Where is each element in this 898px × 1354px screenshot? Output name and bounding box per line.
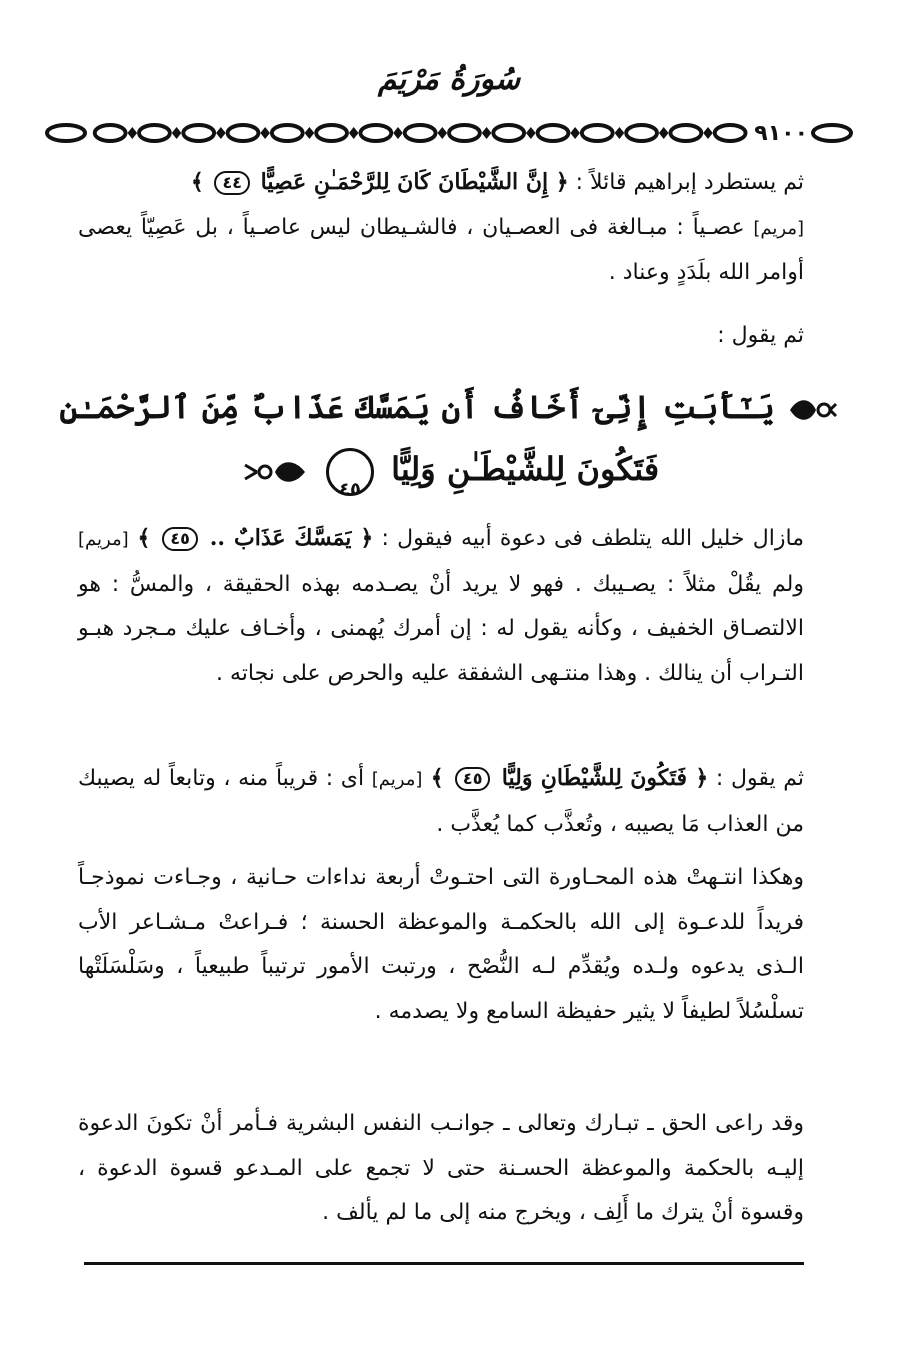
p3-body: ولم يقُلْ مثلاً : يصـيبك . فهو لا يريد أنْ يصـدمه بهذه الحقيقة ، والمسُّ : هو الالتصـاق الخفيف ، وكأنه يقول له : إن أمرك يُهمنى ، وأخـاف عليك مـجرد هبـو التـراب أن ينالك . وهذا منتـهى الشفقة عليه والحرص على نجاته . — [78, 571, 804, 686]
chain-diamond — [393, 127, 403, 139]
p6-body: وقد راعى الحق ـ تبـارك وتعالى ـ جوانـب النفس البشرية فـأمر أنْ تكونَ الدعوة إليـه بالحكمة والموعظة الحسـنة حتى لا تجمع على المـدعو قسوة الدعوة ، وقسوة أنْ يترك ما أَلِف ، ويخرج منه إلى ما لم يألف . — [78, 1111, 804, 1225]
end-oval-ornament-right — [810, 122, 854, 144]
chain-oval — [316, 125, 347, 141]
verse-line-2 — [60, 438, 838, 500]
chain-ornament — [88, 118, 752, 148]
p4-intro: ثم يقول : — [708, 766, 804, 791]
chain-oval — [139, 125, 170, 141]
p4-quran-quote: ﴿ فَتَكُونَ لِلشَّيْطَانِ وَلِيًّا — [493, 765, 709, 791]
chain-oval — [493, 125, 524, 141]
p1-quote-close: ﴾ — [190, 169, 212, 195]
paragraph-4 — [78, 756, 804, 847]
chain-oval — [360, 125, 391, 141]
chain-oval — [95, 125, 126, 141]
verse-ayah-number: ٤٥ — [338, 478, 361, 500]
p1-ayah-number: ٤٤ — [214, 171, 250, 195]
chain-diamond — [127, 127, 137, 139]
p1-intro: ثم يستطرد إبراهيم قائلاً : — [568, 170, 804, 195]
p4-quote-close: ﴾ — [422, 765, 452, 791]
chain-diamond — [482, 127, 492, 139]
p1-quran-quote: ﴿ إِنَّ الشَّيْطَانَ كَانَ لِلرَّحْمَـٰنِ عَصِيًّا — [253, 169, 569, 195]
chain-diamond — [216, 127, 226, 139]
chain-oval — [582, 125, 613, 141]
chain-diamond — [615, 127, 625, 139]
p4-ayah-number: ٤٥ — [455, 767, 491, 791]
chain-diamond — [172, 127, 182, 139]
paragraph-3 — [78, 516, 804, 696]
chain-oval — [449, 125, 480, 141]
verse-line-2-text: فَتَكُونَ لِلشَّيْطَـٰنِ وَلِيًّا — [391, 450, 660, 488]
chain-oval — [538, 125, 569, 141]
header-ornament-rule — [44, 118, 854, 148]
p2-body: ثم يقول : — [717, 323, 804, 348]
chain-diamond — [437, 127, 447, 139]
chain-oval — [405, 125, 436, 141]
verse-line-1 — [60, 376, 838, 438]
chain-diamond — [570, 127, 580, 139]
p4-body: أى : قريباً منه ، وتابعاً له يصيبك من العذاب مَا يصيبه ، وتُعذَّب كما يُعذَّب . — [78, 766, 804, 837]
p5-body: وهكذا انتـهتْ هذه المحـاورة التى احتـوتْ أربعة نداءات حـانية ، وجـاءت نموذجـاً فريداً للدعـوة إلى الله بالحكمـة والموعظة الحسنة ؛ فـراعتْ مـشـاعر الأب الـذى يدعوه ولـده ويُقدِّم لـه النُّصْح ، ورتبت الأمور ترتيباً طبيعياً ، وسَلْسَلَتْها تسلْسُلاً لطيفاً لا يثير حفيظة السامع ولا يصدمه . — [78, 865, 804, 1024]
footer-rule — [84, 1262, 804, 1265]
chain-oval — [715, 125, 746, 141]
p3-quote-close: ﴾ — [128, 525, 160, 551]
paragraph-1 — [78, 160, 804, 296]
verse-open-ornament-icon — [786, 393, 838, 427]
end-oval-ornament — [44, 122, 88, 144]
chain-oval — [670, 125, 701, 141]
quran-verse-block — [60, 376, 838, 500]
p1-body: عصـياً : مبـالغة فى العصـيان ، فالشـيطان ليس عاصـياً ، بل عَصِيّاً يعصى أوامر الله بلَدَدٍ وعناد . — [78, 214, 804, 285]
page-number: ٩١٠٠ — [754, 120, 808, 146]
chain-diamond — [703, 127, 713, 139]
chain-diamond — [260, 127, 270, 139]
chain-oval — [626, 125, 657, 141]
p3-surah-ref: [مريم] — [78, 529, 129, 550]
p4-surah-ref: [مريم] — [371, 769, 423, 790]
paragraph-2 — [78, 314, 804, 359]
chain-diamond — [526, 127, 536, 139]
verse-close-ornament-icon — [239, 455, 309, 489]
chain-oval — [228, 125, 259, 141]
paragraph-5 — [78, 856, 804, 1034]
surah-title: سُورَةُ مَرْيَمَ — [377, 62, 521, 97]
p1-surah-ref: [مريم] — [753, 217, 804, 239]
chain-diamond — [305, 127, 315, 139]
p3-ayah-number: ٤٥ — [162, 527, 198, 551]
chain-oval — [183, 125, 214, 141]
p3-intro: مازال خليل الله يتلطف فى دعوة أبيه فيقول : — [373, 526, 804, 551]
chain-diamond — [659, 127, 669, 139]
verse-ayah-medal-icon — [326, 448, 374, 500]
verse-line-1-text: يَـٰٓأَبَتِ إِنِّىٓ أَخَافُ أَن يَمَسَّكَ عَذَابٌ مِّنَ ٱلرَّحْمَـٰنِ — [59, 388, 775, 426]
p3-quran-quote: ﴿ يَمَسَّكَ عَذَابٌ .. — [200, 525, 374, 551]
chain-diamond — [349, 127, 359, 139]
paragraph-6 — [78, 1102, 804, 1236]
chain-oval — [272, 125, 303, 141]
